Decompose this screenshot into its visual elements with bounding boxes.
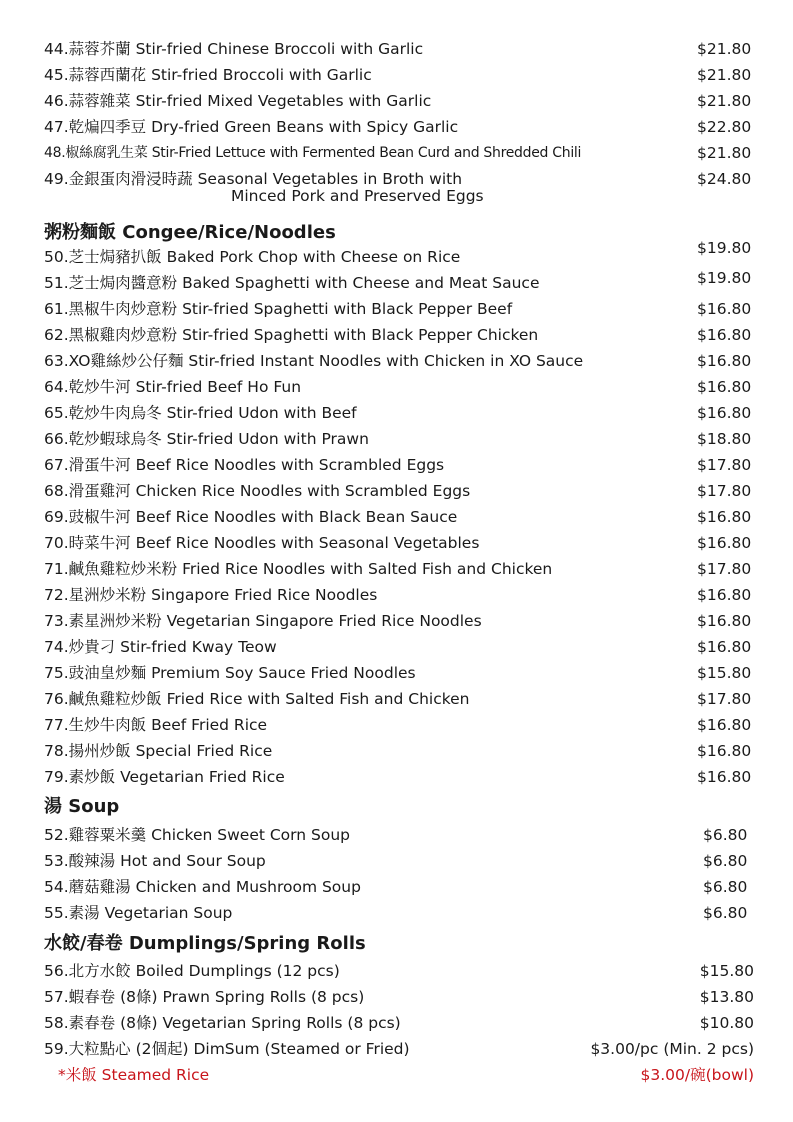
item-name: 64.乾炒牛河 Stir-fried Beef Ho Fun [44, 378, 302, 396]
item-name: 45.蒜蓉西蘭花 Stir-fried Broccoli with Garlic [44, 66, 372, 84]
item-price: $6.80 [703, 852, 748, 870]
item-price: $15.80 [699, 962, 754, 980]
item-name: 75.豉油皇炒麵 Premium Soy Sauce Fried Noodles [44, 664, 416, 682]
menu-item [44, 323, 756, 347]
menu-item [44, 1037, 756, 1061]
item-name: 71.鹹魚雞粒炒米粉 Fried Rice Noodles with Salted Fish and Chicken [44, 560, 553, 578]
item-price: $21.80 [697, 92, 752, 110]
item-price: $16.80 [697, 534, 752, 552]
menu-item [44, 167, 756, 207]
item-name: 66.乾炒蝦球烏冬 Stir-fried Udon with Prawn [44, 430, 369, 448]
menu-item [44, 959, 756, 983]
item-price: $17.80 [697, 560, 752, 578]
item-name: 52.雞蓉粟米羹 Chicken Sweet Corn Soup [44, 826, 350, 844]
item-name: 72.星洲炒米粉 Singapore Fried Rice Noodles [44, 586, 378, 604]
item-name: 73.素星洲炒米粉 Vegetarian Singapore Fried Rice Noodles [44, 612, 482, 630]
item-name: 53.酸辣湯 Hot and Sour Soup [44, 852, 266, 870]
item-name: 51.芝士焗肉醬意粉 Baked Spaghetti with Cheese and Meat Sauce [44, 274, 540, 292]
item-name-line2: Minced Pork and Preserved Eggs [231, 187, 484, 205]
menu-item [44, 765, 756, 789]
item-price: $6.80 [703, 878, 748, 896]
item-name: 74.炒貴刁 Stir-fried Kway Teow [44, 638, 277, 656]
menu-item [44, 687, 756, 711]
menu-item [44, 453, 756, 477]
menu-item [44, 901, 756, 925]
item-name: 61.黑椒牛肉炒意粉 Stir-fried Spaghetti with Black Pepper Beef [44, 300, 513, 318]
menu-item [44, 297, 756, 321]
menu-item [44, 661, 756, 685]
rice-note [44, 1063, 756, 1087]
menu-item [44, 713, 756, 737]
item-name: 79.素炒飯 Vegetarian Fried Rice [44, 768, 285, 786]
item-name: 58.素春卷 (8條) Vegetarian Spring Rolls (8 pcs) [44, 1014, 401, 1032]
item-price: $6.80 [703, 904, 748, 922]
section-heading-soup: 湯 Soup [44, 796, 120, 817]
item-price: $13.80 [699, 988, 754, 1006]
item-price: $16.80 [697, 716, 752, 734]
item-name: 69.豉椒牛河 Beef Rice Noodles with Black Bean Sauce [44, 508, 458, 526]
item-price: $16.80 [697, 326, 752, 344]
item-name: 59.大粒點心 (2個起) DimSum (Steamed or Fried) [44, 1040, 410, 1058]
menu-item [44, 141, 756, 165]
item-name: 78.揚州炒飯 Special Fried Rice [44, 742, 273, 760]
menu-item [44, 271, 756, 295]
menu-item [44, 115, 756, 139]
item-price: $16.80 [697, 638, 752, 656]
item-price: $17.80 [697, 456, 752, 474]
menu-item [44, 739, 756, 763]
item-price: $17.80 [697, 482, 752, 500]
item-price: $19.80 [697, 269, 752, 287]
item-price: $16.80 [697, 586, 752, 604]
section-heading-congee: 粥粉麵飯 Congee/Rice/Noodles [44, 222, 336, 243]
item-price: $16.80 [697, 612, 752, 630]
item-name: 68.滑蛋雞河 Chicken Rice Noodles with Scrambled Eggs [44, 482, 471, 500]
item-name: 46.蒜蓉雜菜 Stir-fried Mixed Vegetables with Garlic [44, 92, 432, 110]
menu-item [44, 609, 756, 633]
item-price: $16.80 [697, 404, 752, 422]
item-price: $16.80 [697, 768, 752, 786]
menu-item [44, 557, 756, 581]
menu-item [44, 479, 756, 503]
menu-item [44, 531, 756, 555]
item-price: $16.80 [697, 300, 752, 318]
menu-item [44, 401, 756, 425]
menu-item [44, 89, 756, 113]
item-price: $16.80 [697, 378, 752, 396]
item-name: 47.乾煸四季豆 Dry-fried Green Beans with Spicy Garlic [44, 118, 459, 136]
item-name: 77.生炒牛肉飯 Beef Fried Rice [44, 716, 268, 734]
item-name: *米飯 Steamed Rice [58, 1066, 210, 1084]
item-name [44, 171, 484, 205]
item-price: $16.80 [697, 508, 752, 526]
item-name: 55.素湯 Vegetarian Soup [44, 904, 233, 922]
section-heading-dumplings: 水餃/春卷 Dumplings/Spring Rolls [44, 933, 366, 954]
menu-item [44, 427, 756, 451]
menu-item [44, 505, 756, 529]
menu-item [44, 349, 756, 373]
item-name: 50.芝士焗豬扒飯 Baked Pork Chop with Cheese on Rice [44, 248, 461, 266]
menu-item [44, 635, 756, 659]
item-price: $16.80 [697, 742, 752, 760]
menu-item [44, 823, 756, 847]
item-price: $16.80 [697, 352, 752, 370]
item-price: $15.80 [697, 664, 752, 682]
item-price: $10.80 [699, 1014, 754, 1032]
item-price: $3.00/碗(bowl) [640, 1066, 754, 1084]
item-name: 76.鹹魚雞粒炒飯 Fried Rice with Salted Fish and Chicken [44, 690, 470, 708]
menu-item [44, 583, 756, 607]
item-name: 48.椒絲腐乳生菜 Stir-Fried Lettuce with Fermented Bean Curd and Shredded Chili [44, 145, 582, 161]
item-name: 65.乾炒牛肉烏冬 Stir-fried Udon with Beef [44, 404, 357, 422]
menu-item [44, 985, 756, 1009]
item-price: $22.80 [697, 118, 752, 136]
item-price: $3.00/pc (Min. 2 pcs) [590, 1040, 754, 1058]
item-price: $6.80 [703, 826, 748, 844]
item-price: $21.80 [697, 66, 752, 84]
item-price: $17.80 [697, 690, 752, 708]
item-name: 70.時菜牛河 Beef Rice Noodles with Seasonal Vegetables [44, 534, 480, 552]
item-name: 44.蒜蓉芥蘭 Stir-fried Chinese Broccoli with Garlic [44, 40, 424, 58]
item-name: 54.蘑菇雞湯 Chicken and Mushroom Soup [44, 878, 361, 896]
menu-item [44, 37, 756, 61]
menu-item [44, 63, 756, 87]
item-name: 56.北方水餃 Boiled Dumplings (12 pcs) [44, 962, 340, 980]
item-price: $21.80 [697, 144, 752, 162]
menu-item [44, 849, 756, 873]
menu-item [44, 875, 756, 899]
item-name: 67.滑蛋牛河 Beef Rice Noodles with Scrambled Eggs [44, 456, 445, 474]
item-name: 57.蝦春卷 (8條) Prawn Spring Rolls (8 pcs) [44, 988, 365, 1006]
item-name: 63.XO雞絲炒公仔麵 Stir-fried Instant Noodles with Chicken in XO Sauce [44, 352, 584, 370]
item-name: 62.黑椒雞肉炒意粉 Stir-fried Spaghetti with Black Pepper Chicken [44, 326, 539, 344]
menu-item [44, 375, 756, 399]
menu-item [44, 1011, 756, 1035]
item-price: $18.80 [697, 430, 752, 448]
item-price: $24.80 [697, 170, 752, 188]
item-name-line1: 49.金銀蛋肉滑浸時蔬 Seasonal Vegetables in Broth with [44, 170, 463, 188]
menu-item [44, 239, 756, 269]
item-price: $19.80 [697, 239, 752, 257]
item-price: $21.80 [697, 40, 752, 58]
